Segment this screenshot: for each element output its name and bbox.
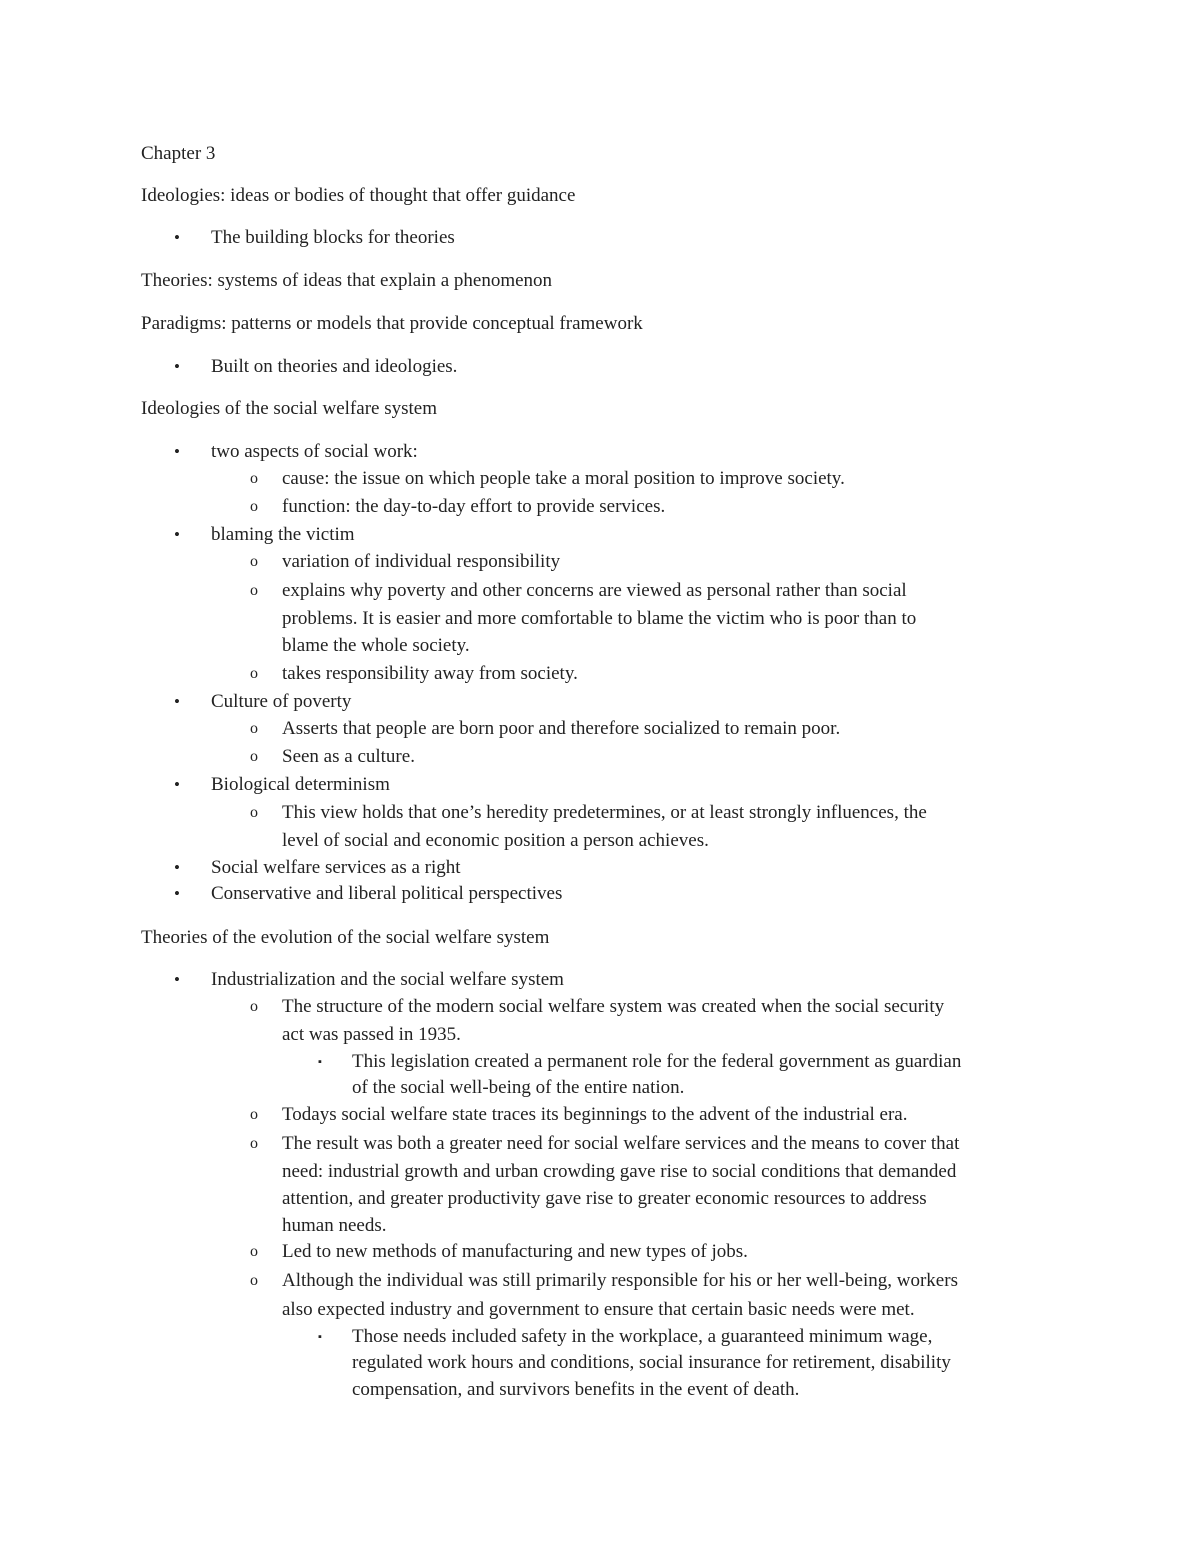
list-subitem-continued: need: industrial growth and urban crowding gave rise to social conditions that demanded bbox=[282, 1161, 957, 1182]
square-marker: ▪ bbox=[318, 1331, 322, 1343]
list-subitem: Seen as a culture. bbox=[282, 746, 415, 767]
list-subitem-continued: act was passed in 1935. bbox=[282, 1024, 461, 1045]
circle-marker: o bbox=[250, 1272, 258, 1289]
theories-definition: Theories: systems of ideas that explain a phenomenon bbox=[141, 270, 553, 291]
list-subitem-continued: human needs. bbox=[282, 1215, 387, 1236]
list-subitem: The structure of the modern social welfare system was created when the social security bbox=[282, 996, 945, 1017]
list-subitem: function: the day-to-day effort to provide services. bbox=[282, 496, 666, 517]
bullet-marker: • bbox=[174, 525, 180, 544]
circle-marker: o bbox=[250, 582, 258, 599]
list-subsubitem-continued: of the social well-being of the entire nation. bbox=[352, 1077, 685, 1098]
bullet-marker: • bbox=[174, 228, 180, 247]
list-subitem: This view holds that one’s heredity predetermines, or at least strongly influences, the bbox=[282, 802, 927, 823]
list-subsubitem: This legislation created a permanent role for the federal government as guardian bbox=[352, 1051, 962, 1072]
list-subitem: explains why poverty and other concerns are viewed as personal rather than social bbox=[282, 580, 907, 601]
list-subitem: takes responsibility away from society. bbox=[282, 663, 578, 684]
square-marker: ▪ bbox=[318, 1056, 322, 1068]
bullet-marker: • bbox=[174, 970, 180, 989]
list-subsubitem: Those needs included safety in the workplace, a guaranteed minimum wage, bbox=[352, 1326, 933, 1347]
list-subitem: Asserts that people are born poor and therefore socialized to remain poor. bbox=[282, 718, 841, 739]
list-item: Industrialization and the social welfare system bbox=[211, 969, 564, 990]
circle-marker: o bbox=[250, 720, 258, 737]
paradigms-definition: Paradigms: patterns or models that provide conceptual framework bbox=[141, 313, 643, 334]
paradigms-bullet: Built on theories and ideologies. bbox=[211, 356, 458, 377]
list-item: Culture of poverty bbox=[211, 691, 352, 712]
list-subitem: Led to new methods of manufacturing and new types of jobs. bbox=[282, 1241, 748, 1262]
list-subitem: cause: the issue on which people take a moral position to improve society. bbox=[282, 468, 845, 489]
list-subitem: The result was both a greater need for social welfare services and the means to cover that bbox=[282, 1133, 960, 1154]
circle-marker: o bbox=[250, 998, 258, 1015]
ideologies-definition: Ideologies: ideas or bodies of thought that offer guidance bbox=[141, 185, 576, 206]
circle-marker: o bbox=[250, 665, 258, 682]
ideologies-bullet: The building blocks for theories bbox=[211, 227, 455, 248]
list-subitem-continued: also expected industry and government to ensure that certain basic needs were met. bbox=[282, 1299, 915, 1320]
bullet-marker: • bbox=[174, 858, 180, 877]
section-heading-ideologies: Ideologies of the social welfare system bbox=[141, 398, 437, 419]
list-subitem-continued: problems. It is easier and more comfortable to blame the victim who is poor than to bbox=[282, 608, 917, 629]
list-item: Conservative and liberal political perspectives bbox=[211, 883, 563, 904]
bullet-marker: • bbox=[174, 775, 180, 794]
bullet-marker: • bbox=[174, 884, 180, 903]
chapter-title: Chapter 3 bbox=[141, 143, 216, 164]
circle-marker: o bbox=[250, 1243, 258, 1260]
section-heading-theories: Theories of the evolution of the social welfare system bbox=[141, 927, 550, 948]
list-subitem: Although the individual was still primarily responsible for his or her well-being, workers bbox=[282, 1270, 958, 1291]
bullet-marker: • bbox=[174, 357, 180, 376]
list-subsubitem-continued: regulated work hours and conditions, social insurance for retirement, disability bbox=[352, 1352, 951, 1373]
circle-marker: o bbox=[250, 553, 258, 570]
list-item: Biological determinism bbox=[211, 774, 390, 795]
circle-marker: o bbox=[250, 1135, 258, 1152]
circle-marker: o bbox=[250, 804, 258, 821]
list-subitem: variation of individual responsibility bbox=[282, 551, 561, 572]
list-subitem: Todays social welfare state traces its beginnings to the advent of the industrial era. bbox=[282, 1104, 908, 1125]
circle-marker: o bbox=[250, 498, 258, 515]
list-subitem-continued: level of social and economic position a person achieves. bbox=[282, 830, 709, 851]
circle-marker: o bbox=[250, 470, 258, 487]
list-subsubitem-continued: compensation, and survivors benefits in the event of death. bbox=[352, 1379, 800, 1400]
list-item: blaming the victim bbox=[211, 524, 355, 545]
list-item: Social welfare services as a right bbox=[211, 857, 461, 878]
list-subitem-continued: attention, and greater productivity gave rise to greater economic resources to address bbox=[282, 1188, 927, 1209]
circle-marker: o bbox=[250, 748, 258, 765]
bullet-marker: • bbox=[174, 692, 180, 711]
list-subitem-continued: blame the whole society. bbox=[282, 635, 470, 656]
list-item: two aspects of social work: bbox=[211, 441, 418, 462]
circle-marker: o bbox=[250, 1106, 258, 1123]
bullet-marker: • bbox=[174, 442, 180, 461]
